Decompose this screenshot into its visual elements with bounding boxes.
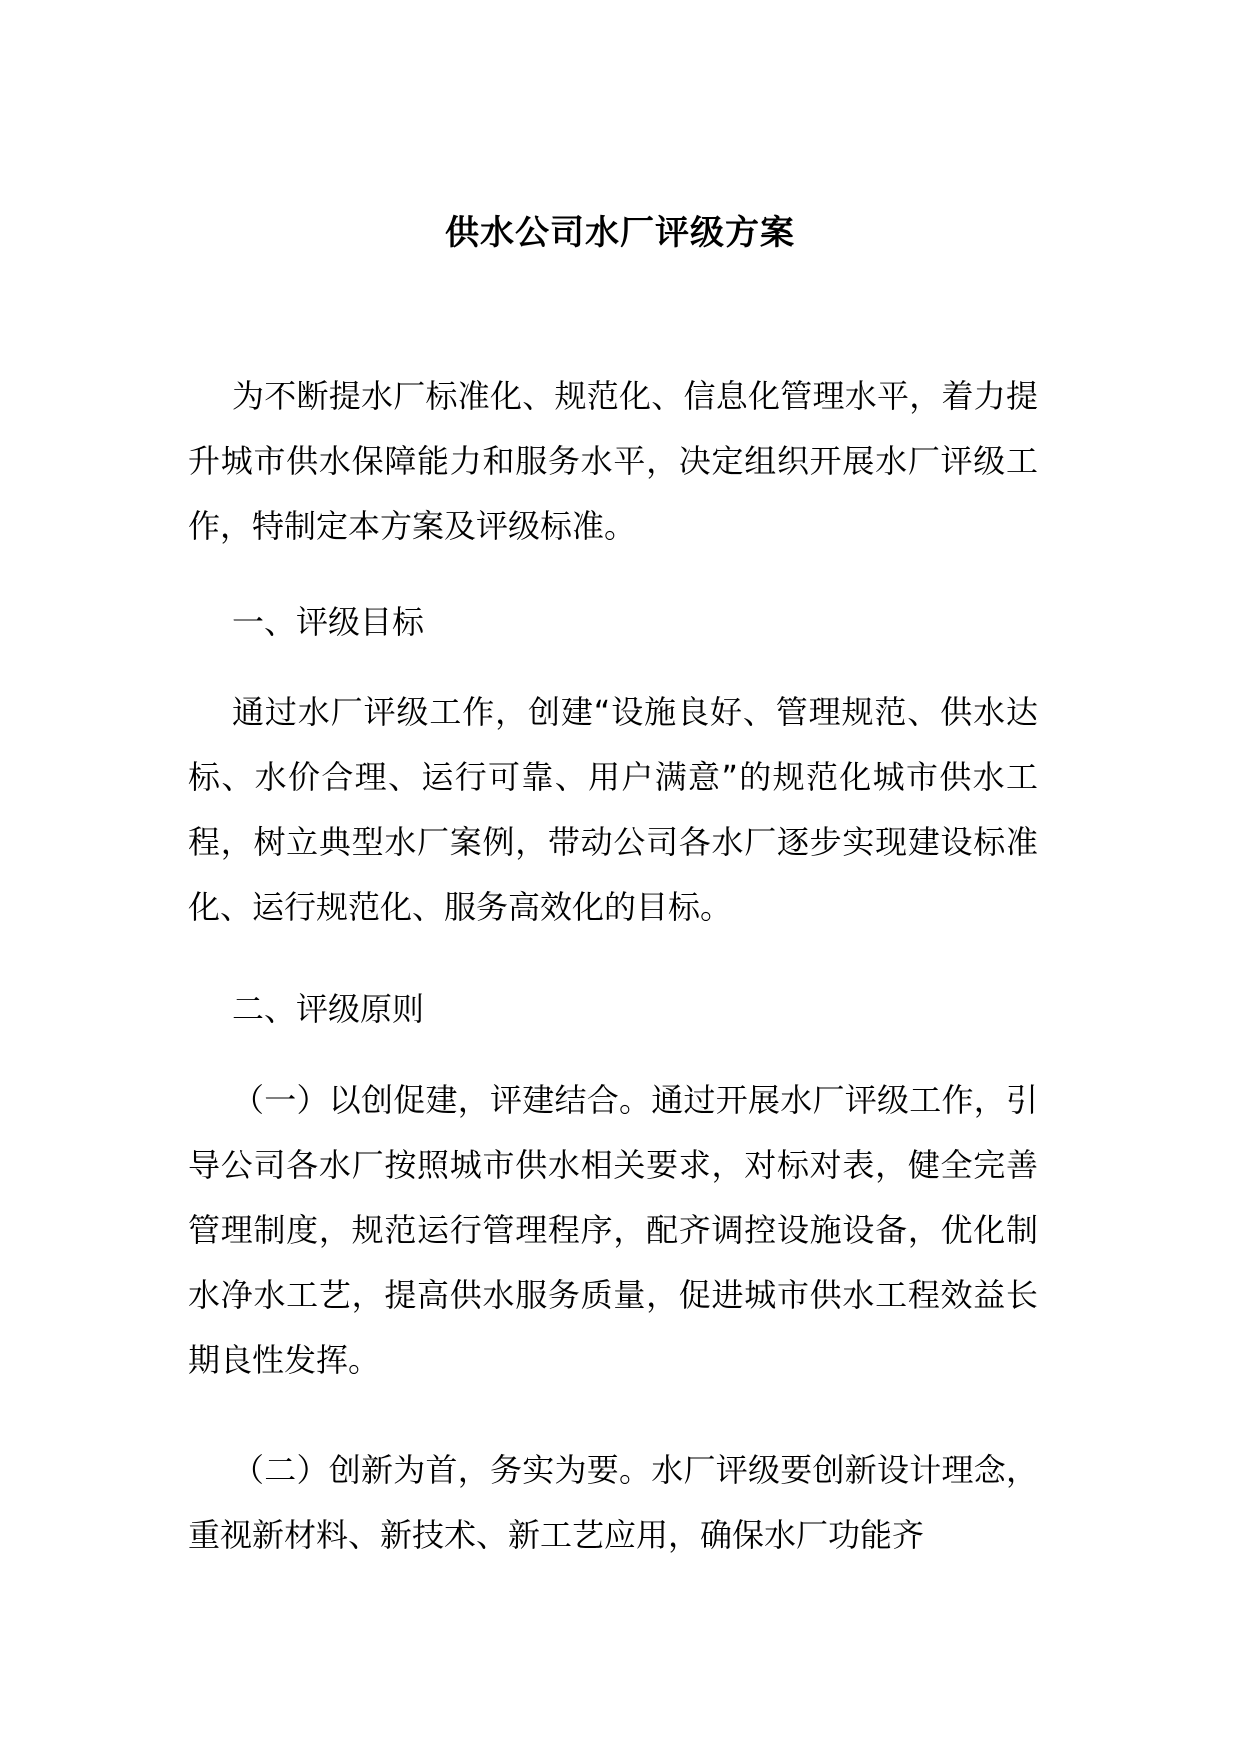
- goals-paragraph: 通过水厂评级工作，创建“设施良好、管理规范、供水达标、水价合理、运行可靠、用户满意”的规范化城市供水工程，树立典型水厂案例，带动公司各水厂逐步实现建设标准化、运行规范化、服务高效化的目标。: [188, 693, 1038, 926]
- principle-1-paragraph: （一）以创促建，评建结合。通过开展水厂评级工作，引导公司各水厂按照城市供水相关要求，对标对表，健全完善管理制度，规范运行管理程序，配齐调控设施设备，优化制水净水工艺，提高供水服务质量，促进城市供水工程效益长期良性发挥。: [188, 1081, 1038, 1379]
- section-heading-principles: 二、评级原则: [232, 990, 425, 1028]
- principle-2-paragraph: （二）创新为首，务实为要。水厂评级要创新设计理念，重视新材料、新技术、新工艺应用，确保水厂功能齐: [188, 1451, 1038, 1554]
- document-title: 供水公司水厂评级方案: [445, 213, 795, 253]
- intro-paragraph: 为不断提水厂标准化、规范化、信息化管理水平，着力提升城市供水保障能力和服务水平，决定组织开展水厂评级工作，特制定本方案及评级标准。: [188, 377, 1038, 545]
- section-heading-goals: 一、评级目标: [232, 603, 425, 641]
